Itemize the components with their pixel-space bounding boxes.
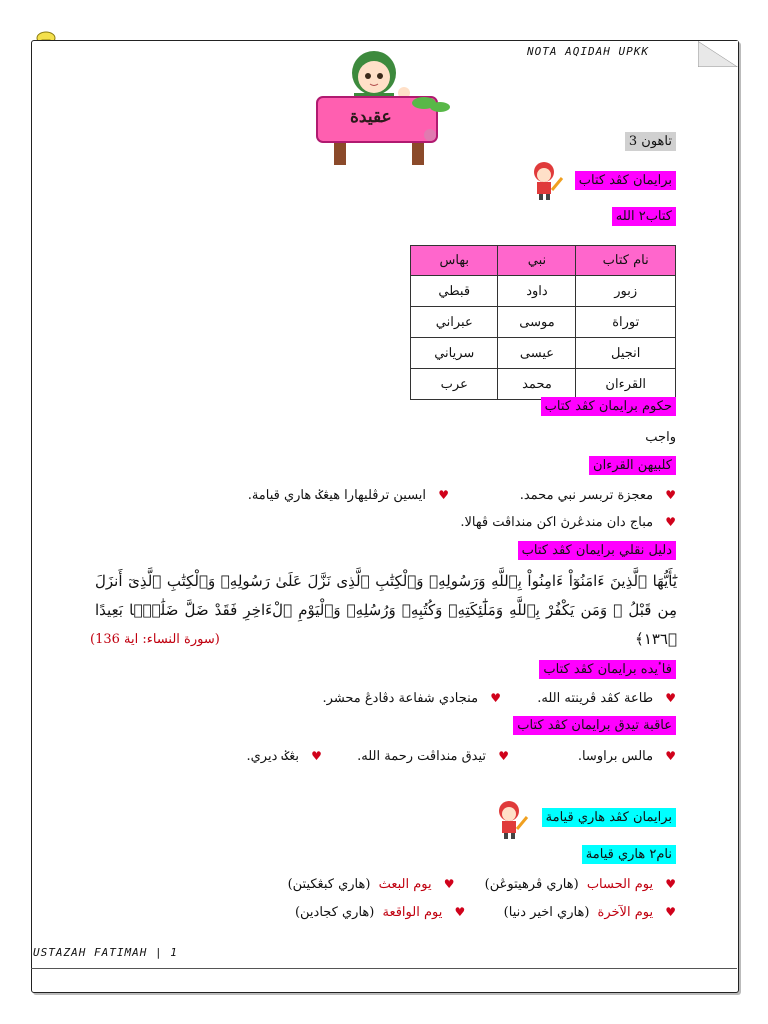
verse-reference: (سورة النساء: اية 136) — [90, 632, 220, 647]
ruling-title: حكوم برايمان كڤد كتاب — [541, 397, 676, 416]
table-cell: انجيل — [576, 338, 676, 369]
table-cell: محمد — [498, 369, 576, 400]
day-name: يوم الحساب — [586, 877, 654, 892]
heart-bullet-icon: ♥ — [311, 749, 322, 763]
table-cell: القرءان — [576, 369, 676, 400]
list-item: بڠݢ ديري. — [246, 749, 299, 764]
section2-subtitle: نام٢ هاري قيامة — [582, 845, 676, 864]
year-label: تاهون 3 — [625, 132, 676, 151]
quran-verse: يَٰٓأَيُّهَا ٱلَّذِينَ ءَامَنُوٓاْ ءَامِنُواْ بِٱللَّهِ وَرَسُولِهِۦ وَٱلْكِتَٰبِ ٱلَّذِى نَزَّلَ عَلَىٰ رَسُولِهِۦ وَٱلْكِتَٰبِ ٱلَّذِىٓ أَنزَلَ مِن قَبْلُ ۚ وَمَن يَكْفُرْ بِٱللَّهِ وَمَلَٰٓئِكَتِهِۦ وَكُتُبِهِۦ وَرُسُلِهِۦ وَٱلْيَوْمِ ٱلْءَاخِرِ فَقَدْ ضَلَّ ضَلَٰلًۢا بَعِيدًا ﴿١٣٦﴾ — [95, 572, 677, 648]
list-item: تيدق منداڤت رحمة الله. — [357, 749, 487, 764]
consequence-title: عاقبة تيدق برايمان كڤد كتاب — [513, 716, 676, 735]
list-item: طاعة كڤد ڤرينته الله. — [537, 691, 654, 706]
benefit-points — [323, 691, 676, 706]
heart-bullet-icon: ♥ — [665, 515, 676, 529]
header-title: NOTA AQIDAH UPKK — [527, 45, 649, 58]
girl-pencil-icon — [491, 799, 531, 841]
list-item: ايسين ترڤليهارا هيڠݢ هاري قيامة. — [247, 488, 427, 503]
quran-title: كلبيهن القرءان — [589, 456, 676, 475]
section1-title: برايمان كڤد كتاب — [575, 171, 676, 190]
day-desc: (هاري كبڠكيتن) — [287, 877, 371, 892]
heart-bullet-icon: ♥ — [665, 877, 676, 891]
books-table — [410, 245, 676, 400]
footer-text: USTAZAH FATIMAH | 1 — [33, 946, 178, 959]
table-cell: عيسى — [498, 338, 576, 369]
heart-bullet-icon: ♥ — [454, 905, 466, 919]
header-book-name: نام كتاب — [576, 246, 676, 276]
quran-points-row2 — [460, 515, 676, 530]
heart-bullet-icon: ♥ — [665, 691, 676, 705]
header-prophet: نبي — [498, 246, 576, 276]
dalil-title: دليل نقلي برايمان كڤد كتاب — [518, 541, 676, 560]
day-desc: (هاري كجادين) — [294, 905, 375, 920]
table-cell: عبراني — [411, 307, 498, 338]
table-row — [411, 338, 676, 369]
girl-pencil-icon — [526, 160, 566, 202]
day-name: يوم الواقعة — [382, 905, 443, 920]
table-cell: موسى — [498, 307, 576, 338]
logo-sign-text: عقيدة — [350, 107, 392, 127]
heart-bullet-icon: ♥ — [665, 905, 676, 919]
benefit-title: فاٴيده برايمان كڤد كتاب — [539, 660, 676, 679]
heart-bullet-icon: ♥ — [498, 749, 509, 763]
heart-bullet-icon: ♥ — [665, 749, 676, 763]
table-cell: عرب — [411, 369, 498, 400]
table-row — [411, 276, 676, 307]
header-language: بهاس — [411, 246, 498, 276]
table-row — [411, 307, 676, 338]
table-cell: زبور — [576, 276, 676, 307]
footer-divider — [31, 968, 737, 969]
day-name: يوم البعث — [378, 877, 432, 892]
heart-bullet-icon: ♥ — [443, 877, 455, 891]
table-header-row — [411, 246, 676, 276]
list-item: مباج دان مندڠرڽ اكن منداڤت ڤهالا. — [460, 515, 654, 530]
section1-subtitle: كتاب٢ الله — [612, 207, 676, 226]
table-cell: سرياني — [411, 338, 498, 369]
day-desc: (هاري ڤرهيتوڠن) — [484, 877, 579, 892]
day-names-row1 — [288, 877, 676, 892]
day-name: يوم الآخرة — [597, 905, 654, 920]
heart-bullet-icon: ♥ — [665, 488, 676, 502]
list-item: مالس براوسا. — [577, 749, 654, 764]
heart-bullet-icon: ♥ — [438, 488, 449, 502]
section2-title: برايمان كڤد هاري قيامة — [542, 808, 676, 827]
table-cell: داود — [498, 276, 576, 307]
list-item: منجادي شفاعة دڤادڠ محشر. — [322, 691, 479, 706]
consequence-points — [246, 749, 676, 764]
table-row — [411, 369, 676, 400]
heart-bullet-icon: ♥ — [490, 691, 501, 705]
table-cell: قبطي — [411, 276, 498, 307]
day-desc: (هاري اخير دنيا) — [503, 905, 590, 920]
day-names-row2 — [295, 905, 676, 920]
ruling-value: واجب — [645, 430, 676, 445]
quran-points-row1 — [248, 488, 676, 503]
page-fold-icon — [698, 41, 738, 67]
table-cell: توراة — [576, 307, 676, 338]
list-item: معجزة تربسر نبي محمد. — [519, 488, 654, 503]
